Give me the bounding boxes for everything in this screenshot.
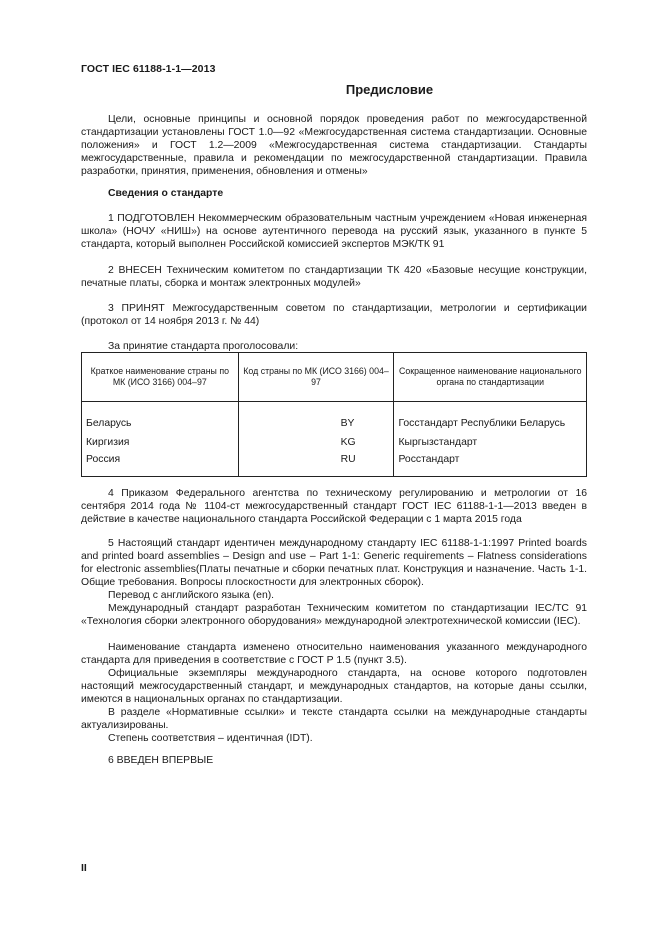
- item-4-paragraph: 4 Приказом Федерального агентства по техническому регулированию и метрологии от 16 сентября 2014 года № 1104-ст межгосударственный стандарт ГОСТ IEC 61188-1-1—2013 введен в действие в качестве национального стандарта Российской Федерации с 1 марта 2015 года: [81, 488, 587, 525]
- table-header-row: [82, 353, 587, 402]
- page-title: Предисловие: [345, 82, 434, 97]
- cell-country: Россия: [82, 452, 239, 477]
- cell-country: Киргизия: [82, 433, 239, 452]
- cell-body: Кыргызстандарт: [394, 433, 587, 452]
- item-5-degree: Степень соответствия – идентичная (IDT).: [108, 733, 313, 744]
- column-header-body: Сокращенное наименование национального органа по стандартизации: [394, 353, 587, 402]
- cell-body: Росстандарт: [394, 452, 587, 477]
- cell-country: Беларусь: [82, 414, 239, 433]
- cell-code: KG: [340, 437, 356, 448]
- cell-body: Госстандарт Республики Беларусь: [394, 414, 587, 433]
- item-6-paragraph: 6 ВВЕДЕН ВПЕРВЫЕ: [108, 755, 214, 766]
- item-5-name-change: Наименование стандарта изменено относительно наименования указанного международного стандарта для приведения в соответствие с ГОСТ Р 1.5 (пункт 3.5).: [81, 642, 587, 666]
- item-5-copies: Официальные экземпляры международного стандарта, на основе которого подготовлен настоящий межгосударственный стандарт, и международных стандартов, на которые даны ссылки, имеются в национальных органах по стандартизации.: [81, 668, 587, 705]
- section-title: Сведения о стандарте: [108, 188, 224, 199]
- item-3-paragraph: 3 ПРИНЯТ Межгосударственным советом по стандартизации, метрологии и сертификации (протокол от 14 ноября 2013 г. № 44): [81, 303, 587, 327]
- item-1-paragraph: 1 ПОДГОТОВЛЕН Некоммерческим образовательным частным учреждением «Новая инженерная школа» (НОЧУ «НИШ») на основе аутентичного перевода на русский язык, указанного в пункте 5 стандарта, который выполнен Российской комиссией экспертов МЭК/ТК 91: [81, 213, 587, 250]
- voting-table: [81, 352, 587, 477]
- column-header-code: Код страны по МК (ИСО 3166) 004–97: [238, 353, 394, 402]
- table-row: [82, 452, 587, 477]
- column-header-country: Краткое наименование страны по МК (ИСО 3166) 004–97: [82, 353, 239, 402]
- intro-paragraph: Цели, основные принципы и основной порядок проведения работ по межгосударственной стандартизации установлены ГОСТ 1.0—92 «Межгосударственная система стандартизации. Основные положения» и ГОСТ 1.2—2009 «Межгосударственная система стандартизации. Стандарты межгосударственные, правила и рекомендации по межгосударственной стандартизации. Правила разработки, принятия, применения, обновления и отмены»: [81, 114, 587, 177]
- table-row: [82, 433, 587, 452]
- document-header: ГОСТ IEC 61188-1-1—2013: [81, 63, 216, 75]
- item-2-paragraph: 2 ВНЕСЕН Техническим комитетом по стандартизации ТК 420 «Базовые несущие конструкции, печатные платы, сборка и монтаж электронных модулей»: [81, 265, 587, 289]
- item-5-language: Перевод с английского языка (en).: [108, 590, 275, 601]
- table-row: [82, 414, 587, 433]
- cell-code: BY: [340, 418, 355, 429]
- item-5-developer: Международный стандарт разработан Техническим комитетом по стандартизации IEC/TC 91 «Технология сборки электронного оборудования» международной электротехнической комиссии (IEC).: [81, 603, 587, 627]
- item-5-paragraph: 5 Настоящий стандарт идентичен международному стандарту IEC 61188-1-1:1997 Printed boards and printed board assemblies – Design and use – Part 1-1: Generic requirements – Flatness considerations for electronic assemblies(Платы печатные и сборки печатных плат. Конструкция и назначение. Часть 1-1. Общие требования. Вопросы плоскостности для электронных сборок).: [81, 538, 587, 588]
- page-number: II: [81, 862, 87, 874]
- item-5-references: В разделе «Нормативные ссылки» и тексте стандарта ссылки на международные стандарты актуализированы.: [81, 707, 587, 731]
- voted-caption: За принятие стандарта проголосовали:: [108, 341, 299, 352]
- cell-code: RU: [340, 454, 356, 465]
